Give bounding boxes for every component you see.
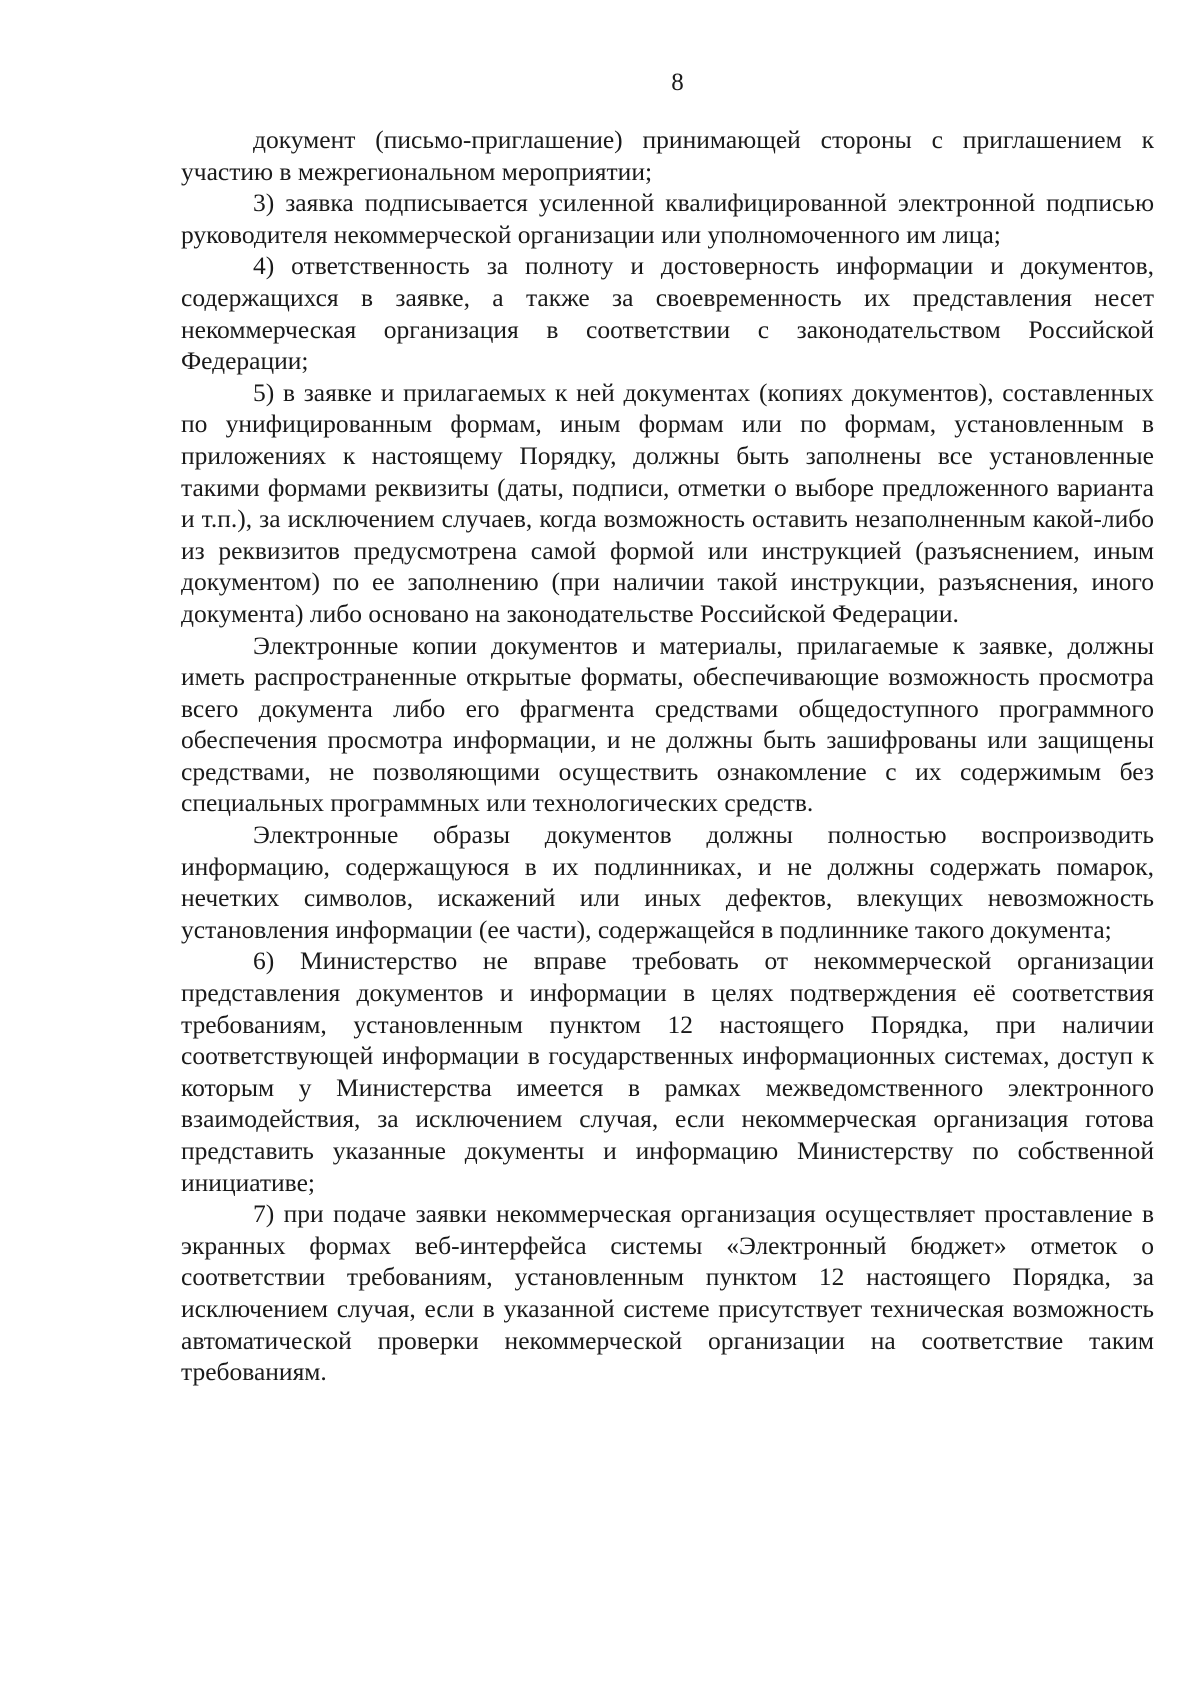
paragraph-item-5: 5) в заявке и прилагаемых к ней документах (копиях документов), составленных по унифицированным формам, иным формам или по формам, установленным в приложениях к настоящему Порядку, должны быть заполнены все установленные такими формами реквизиты (даты, подписи, отметки о выборе предложенного варианта и т.п.), за исключением случаев, когда возможность оставить незаполненным какой-либо из реквизитов предусмотрена самой формой или инструкцией (разъяснением, иным документом) по ее заполнению (при наличии такой инструкции, разъяснения, иного документа) либо основано на законодательстве Российской Федерации.	[181, 377, 1154, 628]
paragraph-item-7: 7) при подаче заявки некоммерческая организация осуществляет проставление в экранных формах веб-интерфейса системы «Электронный бюджет» отметок о соответствии требованиям, установленным пунктом 12 настоящего Порядка, за исключением случая, если в указанной системе присутствует техническая возможность автоматической проверки некоммерческой организации на соответствие таким требованиям.	[181, 1199, 1154, 1387]
paragraph-item-6: 6) Министерство не вправе требовать от некоммерческой организации представления документов и информации в целях подтверждения её соответствия требованиям, установленным пунктом 12 настоящего Порядка, при наличии соответствующей информации в государственных информационных системах, доступ к которым у Министерства имеется в рамках межведомственного электронного взаимодействия, за исключением случая, если некоммерческая организация готова представить указанные документы и информацию Министерству по собственной инициативе;	[181, 946, 1154, 1197]
paragraph-electronic-images: Электронные образы документов должны полностью воспроизводить информацию, содержащуюся в их подлинниках, и не должны содержать помарок, нечетких символов, искажений или иных дефектов, влекущих невозможность установления информации (ее части), содержащейся в подлиннике такого документа;	[181, 820, 1154, 944]
paragraph-continuation: документ (письмо-приглашение) принимающей стороны с приглашением к участию в межрегиональном мероприятии;	[181, 125, 1154, 186]
paragraph-item-4: 4) ответственность за полноту и достоверность информации и документов, содержащихся в заявке, а также за своевременность их представления несет некоммерческая организация в соответствии с законодательством Российской Федерации;	[181, 251, 1154, 376]
paragraph-electronic-copies: Электронные копии документов и материалы, прилагаемые к заявке, должны иметь распространенные открытые форматы, обеспечивающие возможность просмотра всего документа либо его фрагмента средствами общедоступного программного обеспечения просмотра информации, и не должны быть зашифрованы или защищены средствами, не позволяющими осуществить ознакомление с их содержимым без специальных программных или технологических средств.	[181, 630, 1154, 818]
document-body	[181, 124, 1154, 1388]
paragraph-item-3: 3) заявка подписывается усиленной квалифицированной электронной подписью руководителя некоммерческой организации или уполномоченного им лица;	[181, 188, 1154, 249]
page-number: 8	[671, 69, 684, 96]
